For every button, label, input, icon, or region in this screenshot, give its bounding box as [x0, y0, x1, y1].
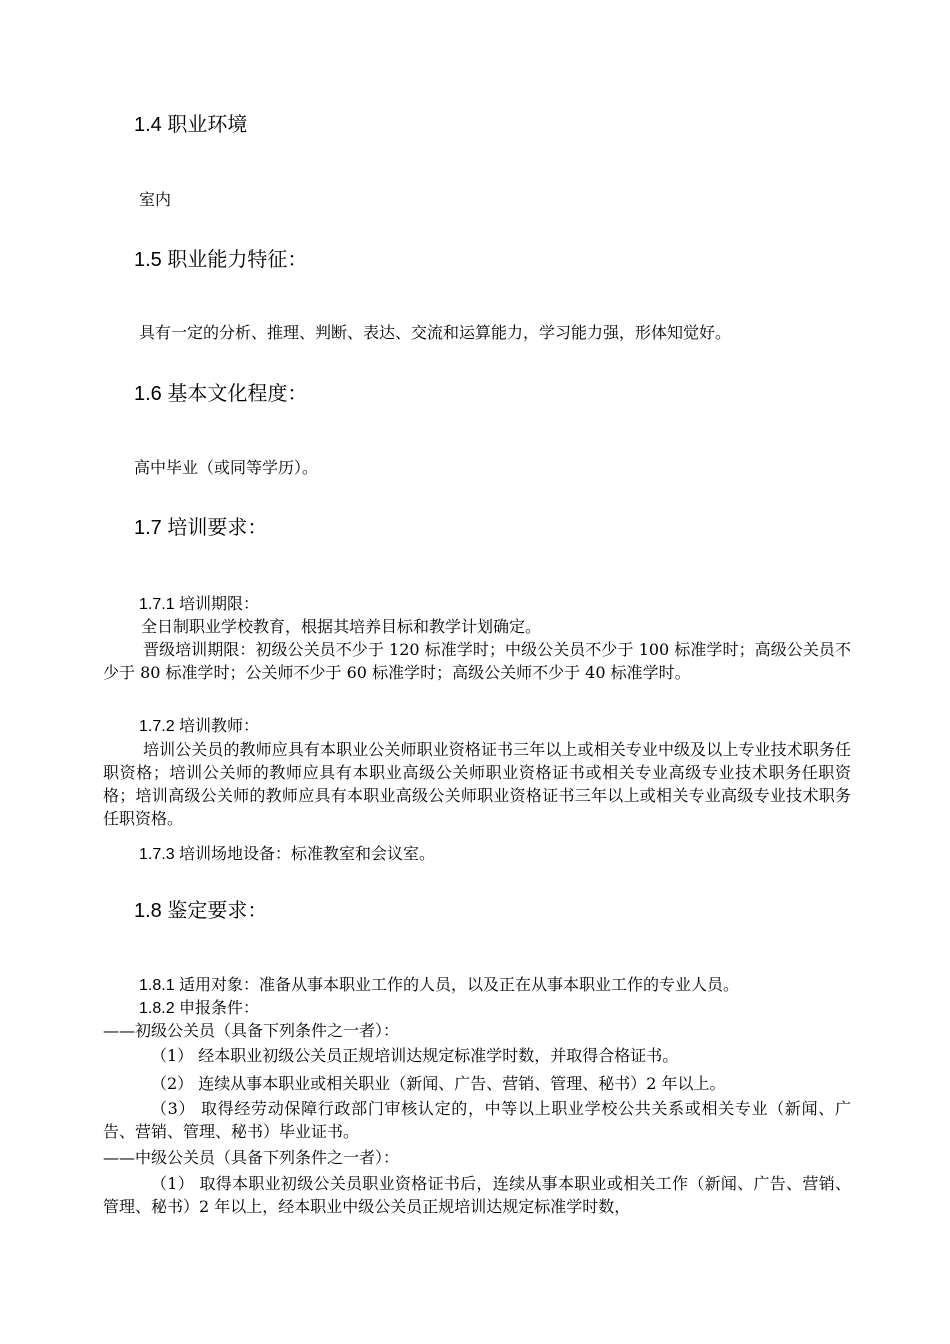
section-1-4-body: 室内: [139, 190, 172, 209]
section-1-5-body: 具有一定的分析、推理、判断、表达、交流和运算能力，学习能力强，形体知觉好。: [139, 323, 732, 342]
subsection-1-8-1-label: 1.8.1 适用对象：: [139, 977, 260, 994]
middle-pr-item-1: （1） 取得本职业初级公关员职业资格证书后，连续从事本职业或相关工作（新闻、广告、营销、管理、秘书）2 年以上，经本职业中级公关员正规培训达规定标准学时数，: [103, 1174, 851, 1216]
subsection-1-7-1-line: [139, 592, 259, 616]
subsection-1-7-2-label: 1.7.2 培训教师：: [139, 718, 260, 735]
section-1-4-heading: 1.4 职业环境: [134, 114, 248, 136]
section-1-6-heading: 1.6 基本文化程度：: [134, 383, 308, 405]
junior-pr-item-2: （2） 连续从事本职业或相关职业（新闻、广告、营销、管理、秘书）2 年以上。: [151, 1074, 726, 1093]
section-1-8-heading: 1.8 鉴定要求：: [134, 900, 268, 922]
subsection-1-7-3-text: 标准教室和会议室。: [291, 844, 436, 863]
middle-pr-heading: ——中级公关员（具备下列条件之一者）：: [103, 1148, 400, 1167]
section-1-6-body: 高中毕业（或同等学历）。: [134, 458, 319, 477]
subsection-1-7-2-para: 培训公关员的教师应具有本职业公关师职业资格证书三年以上或相关专业中级及以上专业技术职务任职资格；培训公关师的教师应具有本职业高级公关师职业资格证书或相关专业高级专业技术职务任职资格；培训高级公关师的教师应具有本职业高级公关师职业资格证书三年以上或相关专业高级专业技术职务任职资格。: [103, 740, 851, 828]
subsection-1-7-3-label: 1.7.3 培训场地设备：: [139, 846, 292, 863]
subsection-1-7-1-para1: 全日制职业学校教育，根据其培养目标和教学计划确定。: [141, 617, 542, 636]
subsection-1-8-2-line: [139, 996, 259, 1020]
subsection-1-8-2-label: 1.8.2 申报条件：: [139, 1000, 260, 1017]
subsection-1-7-3-line: [139, 842, 435, 866]
section-1-7-heading: 1.7 培训要求：: [134, 517, 268, 539]
subsection-1-7-2-line: [139, 714, 259, 738]
junior-pr-item-3: （3） 取得经劳动保障行政部门审核认定的，中等以上职业学校公共关系或相关专业（新闻、广告、营销、管理、秘书）毕业证书。: [103, 1099, 851, 1141]
junior-pr-heading: ——初级公关员（具备下列条件之一者）：: [103, 1021, 400, 1040]
subsection-1-7-1-para2: 晋级培训期限：初级公关员不少于 120 标准学时；中级公关员不少于 100 标准学时；高级公关员不少于 80 标准学时；公关师不少于 60 标准学时；高级公关师不少于 40 标准学时。: [103, 640, 851, 682]
subsection-1-8-1-line: [139, 973, 739, 997]
section-1-5-heading: 1.5 职业能力特征：: [134, 249, 308, 271]
junior-pr-item-1: （1） 经本职业初级公关员正规培训达规定标准学时数，并取得合格证书。: [151, 1046, 679, 1065]
subsection-1-8-1-text: 准备从事本职业工作的人员，以及正在从事本职业工作的专业人员。: [259, 975, 740, 994]
subsection-1-7-1-label: 1.7.1 培训期限：: [139, 596, 260, 613]
